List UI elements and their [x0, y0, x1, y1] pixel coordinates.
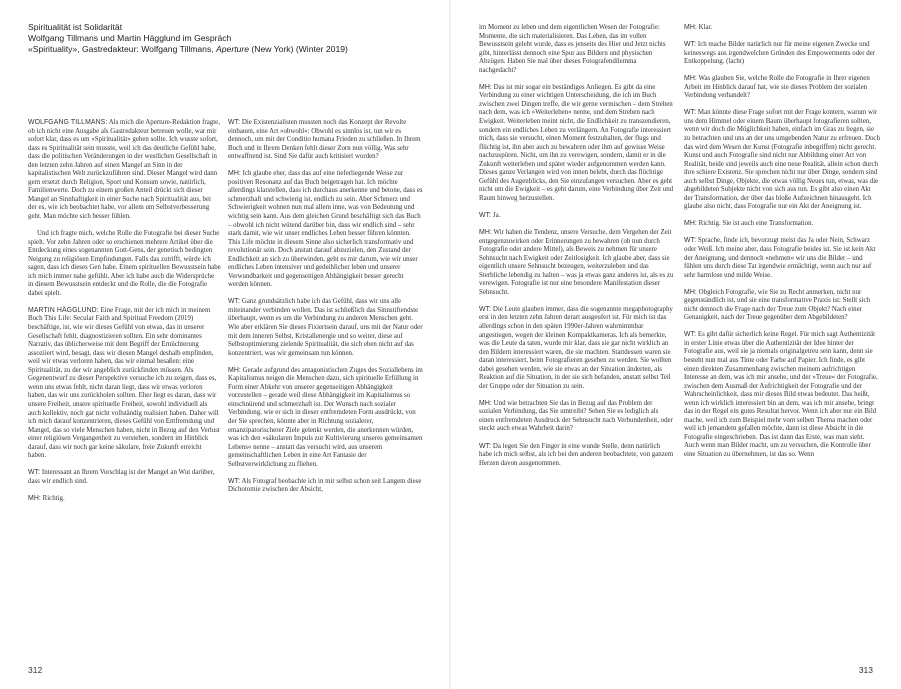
paragraph — [684, 41, 880, 67]
speaker-label: WT: — [228, 477, 241, 485]
speaker-label: MH: — [28, 494, 41, 502]
speaker-label: WT: — [479, 442, 492, 450]
paragraph — [228, 119, 424, 162]
paragraph — [684, 109, 880, 212]
paragraph — [479, 229, 675, 297]
paragraph-text: Ganz grundsätzlich habe ich das Gefühl, dass wir uns alle miteinander verbinden wollen. Das ist schließlich das Sinnstiftendste überhaupt, wenn es um die Verbindung zu anderen Menschen geht. Wie aber erklären Sie dieses Fixiertsein darauf, uns mit der Natur oder mit dem inneren Selbst, Kristallenergie und so weiter, diese auf Selbstoptimierung zielende Spiritualität, die sich eben nicht auf das konzentriert, was wir gemeinsam tun können. — [228, 298, 423, 357]
paragraph-text: Klar. — [696, 24, 713, 31]
paragraph-text: Es gibt dafür sicherlich keine Regel. Für mich sagt Authentizität in erster Linie etwas über die Authentizität der Idee hinter der Fotografie aus, weil sie ja niemals originalgetreu sein kann, denn sie besteht nun mal aus Tinte oder Farbe auf Papier. Ich finde, es gibt einen direkten Zusammenhang zwischen meinem aufrichtigen Interesse an dem, was ich mir ansehe, und der »Treue« der Fotografie, zwischen dem Ausmaß der Aufrichtigkeit der Fotografie und der Wahrscheinlichkeit, dass mir dieses Bild etwas bedeutet. Das heißt, wenn ich wirklich interessiert bin an dem, was ich mir ansehe, bringt das in der Regel ein gutes Resultat hervor. Wenn ich aber nur ein Bild mache, weil ich zum Beispiel mehr vom selben Thema machen oder weil ich jemandem gefallen möchte, dann ist diese Absicht in die Fotografie eingeschrieben. Das ist dann das Erste, was man sieht. Auch wenn man Bilder macht, um zu versuchen, die Kontrolle über eine Situation zu übernehmen, ist das so. Wenn — [684, 331, 878, 459]
speaker-label: WT: — [684, 109, 697, 117]
paragraph-text: Ja. — [491, 211, 501, 219]
paragraph — [28, 469, 221, 486]
paragraph — [228, 367, 424, 470]
speaker-label: WT: — [28, 469, 41, 477]
paragraph-text: Interessant an Ihrem Vorschlag ist der Mangel an Wut darüber, dass wir endlich sind. — [28, 469, 215, 485]
paragraph-text: Als Fotograf beobachte ich in mir selbst schon seit Langem diese Dichotomie zwischen der Absicht, — [228, 477, 422, 494]
paragraph — [228, 298, 424, 358]
speaker-label: WT: — [684, 237, 697, 245]
speaker-label: MH: — [479, 83, 492, 91]
speaker-label: MH: — [228, 366, 241, 374]
paragraph — [479, 84, 675, 204]
paragraph — [684, 75, 880, 101]
speaker-label: WT: — [228, 298, 241, 306]
speaker-label: MH: — [684, 75, 697, 83]
source-suffix: (New York) (Winter 2019) — [249, 44, 348, 55]
speaker-label: MH: — [479, 228, 492, 236]
speaker-label: WT: — [684, 41, 697, 49]
paragraph-text: Ich mache Bilder natürlich nur für meine eigenen Zwecke und keineswegs aus irgendwelchen Gründen des Empowerments oder der Entkoppelung. (lacht) — [684, 41, 876, 66]
article-title: Spiritualität ist Solidarität — [28, 22, 123, 32]
paragraph — [28, 495, 221, 504]
paragraph — [28, 307, 221, 461]
paragraph — [479, 400, 675, 434]
paragraph-text: Eine Frage, mit der ich mich in meinem Buch This Life: Secular Faith and Spiritual Freedom (2019) beschäftige, ist, wie wir dieses Gefühl von etwas, das in unserer Gesellschaft fehlt, diagnostizieren sollten. Ein sehr dominantes Narrativ, das üblicherweise mit dem Begriff der Ernüchterung assoziiert wird, besagt, dass wir diesen Mangel deshalb empfinden, weil wir etwas verloren haben, das wir einmal besaßen: eine Spiritualität, zu der wir angeblich zurückfinden müssen. Als Gegenentwurf zu dieser Perspektive versuche ich zu zeigen, dass es, wenn uns etwas fehlt, nicht daran liegt, dass wir etwas verloren haben, das wir uns zurückholen sollten. Eher liegt es daran, dass wir unsere Freiheit, unsere spirituelle Freiheit, sowohl individuell als auch kollektiv, noch gar nicht vollständig realisiert haben. Daher will ich mich darauf konzentrieren, dieses Gefühl von Entfremdung und Mangel, das so viele Menschen haben, nicht in Bezug auf den Verlust einer religiösen Vergangenheit zu verstehen, sondern im Hinblick darauf, dass wir noch gar keine säkulare, freie Zukunft erreicht haben. — [28, 306, 220, 460]
paragraph-text: Die Leute glauben immer, dass die sogenannte megaphotography erst in den letzten zehn Jahren derart ausgeufert ist. Für mich ist das allerdings schon in den späten 1990er-Jahren wahrnimmbar angestiegen, wegen der kleinen Kompaktkameras. Ich als bemerkte, was die Leute da taten, wurde mir klar, dass sie gar nicht wirklich an den Bildern interessiert waren, die sie machten. Stattdessen waren sie daran interessiert, beim Fotografieren gesehen zu werden. Sie wollten dabei gesehen werden, wie sie etwas an der Situation änderten, als Reaktion auf die Situation, in der sie sich befanden, anstatt selbst Teil der Gruppe oder der Situation zu sein. — [479, 305, 673, 390]
paragraph — [684, 220, 880, 229]
text-column-4 — [684, 24, 880, 468]
speaker-label: WT: — [684, 331, 697, 339]
page-number: 312 — [28, 665, 43, 675]
paragraph-text: Obgleich Fotografie, wie Sie zu Recht anmerken, nicht nur gegenständlich ist, und sie eine transformative Praxis ist: Stellt sich nicht dennoch die Frage nach der Treue zum Objekt? Nach einer Genauigkeit, nach der Treue gegenüber dem Abgebildeten? — [684, 288, 871, 322]
paragraph-text: Die Existenzialisten mussten noch das Konzept der Revolte einbauen, eine Art »obwohl«: Obwohl es sinnlos ist, tun wir es dennoch, um mit der Conditio humana Frieden zu schließen. In Ihrem Buch und in Ihrem Denken fehlt dieser Zorn nun völlig. Was sehr entwaffnend ist. Sind Sie dafür auch kritisiert worden? — [228, 119, 421, 161]
paragraph-text: Und wie betrachten Sie das in Bezug auf das Problem der sozialen Verbindung, das Sie umtreibt? Sehen Sie es lediglich als einen entfremdeten Ausdruck der Sehnsucht nach Verbundenheit, oder steckt auch etwas Wahrheit darin? — [479, 399, 673, 433]
speaker-label: WT: — [228, 119, 241, 126]
article-subtitle: Wolfgang Tillmans und Martin Hägglund im Gespräch — [28, 33, 232, 44]
speaker-label: MH: — [684, 220, 697, 228]
paragraph-text: Was glauben Sie, welche Rolle die Fotografie in Ihrer eigenen Arbeit im Hinblick darauf hat, wie sie dieses Problem der sozialen Verbindung verhandelt? — [684, 75, 870, 100]
paragraph-text: Richtig. — [40, 494, 65, 502]
paragraph — [479, 212, 675, 221]
speaker-label: MH: — [479, 399, 492, 407]
paragraph — [684, 24, 880, 33]
paragraph-text: Gerade aufgrund des antagonistischen Zuges des Soziallebens im Kapitalismus neigen die Menschen dazu, sich spirituelle Erfüllung in Form einer Abkehr von unserer gegenseitigen Abhängigkeit vorzustellen – gerade weil diese Abhängigkeit im Kapitalismus so einschnürend und schmerzhaft ist. Der Wunsch nach sozialer Verbindung, wie er sich in dieser entfremdeten Form ausdrückt, von der Sie sprechen, könnte aber in Richtung sozialerer, emanzipatorischerer Ziele gelenkt werden, die anerkennen würden, was ich den »säkularen Impuls zur Kultivierung unseres gemeinsamen Lebens« nenne – anstatt das versucht wird, aus unserem gemeinschaftlichen Leben in eine Art Fantasie der Selbstverwirklichung zu fliehen. — [228, 366, 423, 468]
speaker-label: MH: — [228, 170, 241, 178]
paragraph-text: Sprache, finde ich, bevorzugt meist das Ja oder Nein, Schwarz oder Weiß. Ich meine aber, dass Fotografie beides ist. Sie ist kein Akt der Aneignung, und dennoch »nehmen« wir uns die Bilder – und fühlen uns durch diese Tat irgendwie ermächtigt, wenn auch nur auf sehr harmlose und milde Weise. — [684, 237, 876, 279]
text-column-1 — [28, 119, 221, 512]
paragraph: Und ich fragte mich, welche Rolle die Fotografie bei dieser Suche spielt. Vor zehn Jahren oder so erschienen mehrere Artikel über die Entdeckung eines sogenannten Gott-Gens, der genetisch bedingten Neigung zu religiösen Empfindungen. Falls das zutrifft, würde ich sagen, dass ich dieses Gen habe. Einem spirituellen Bewusstsein habe ich mich immer nahe gefühlt. Aber ich habe auch die Widersprüche in diesem Bewusstsein entdeckt und die Rolle, die die Fotografie dabei spielt. — [28, 230, 221, 297]
paragraph-text: Man könnte diese Frage sofort mit der Frage kontern, warum wir uns dem Himmel oder einem Baum überhaupt fotografieren sollten, wenn wir doch die Möglichkeit haben, einfach im Gras zu liegen, sie zu betrachten und uns an der uns umgebenden Natur zu erfreuen. Doch das wird dem Wesen der Kunst (Fotografie inbegriffen) nicht gerecht. Kunst und auch Fotografie sind nicht nur Abbildung einer Art von Realität, beide sind jeweils auch eine neue Realität, allein schon durch ihre schiere Existenz. Sie sprechen nicht nur über Dinge, sondern sind auch selbst Dinge, Objekte, die etwas völlig Neues tun, etwas, was die abgebildeten Subjekte nicht von sich aus tun. Es gibt also einen Akt der Transformation, der über das bloße Aufzeichnen hinausgeht. Ich glaube also nicht, dass Fotografie nur ein Akt der Aneignung ist. — [684, 109, 880, 211]
paragraph — [228, 170, 424, 290]
article-header — [28, 22, 428, 56]
paragraph — [228, 478, 424, 495]
speaker-label: MH: — [684, 288, 697, 296]
speaker-label: WT: — [479, 211, 492, 219]
paragraph-text: Wir haben die Tendenz, unsere Versuche, dem Vergehen der Zeit entgegenzuwirken oder Erinnerungen zu bewahren (ob nun durch Fotografie oder andere Mittel), als Beweis zu nehmen für unsere Sehnsucht nach Ewigkeit oder Zeitlosigkeit. Ich glaube aber, dass sie eigentlich unsere Sehnsucht bezeugen, weiterzuleben und das Sterbliche lebendig zu halten – was ja etwas ganz anderes ist, als es zu verewigen. Fotografie ist nur eine besondere Manifestation dieser Sehnsucht. — [479, 228, 674, 296]
speaker-label: MARTIN HÄGGLUND: — [28, 306, 99, 314]
source-magazine: Aperture — [216, 44, 250, 55]
paragraph — [684, 331, 880, 459]
speaker-label: WOLFGANG TILLMANS: — [28, 119, 108, 126]
source-prefix: «Spirituality», Gastredakteur: Wolfgang Tillmans, — [28, 44, 217, 55]
paragraph-text: Da legen Sie den Finger in eine wunde Stelle, denn natürlich habe ich mich selbst, als ich bei den anderen beobachtete, von ganzem Herzen davon ausgenommen. — [479, 442, 674, 467]
paragraph — [28, 119, 221, 222]
right-page — [451, 0, 901, 689]
left-page — [0, 0, 450, 689]
paragraph — [479, 306, 675, 391]
paragraph — [479, 443, 675, 469]
paragraph — [684, 289, 880, 323]
text-column-2 — [228, 119, 424, 503]
paragraph: im Moment zu leben und dem eigentlichen Wesen der Fotografie: Momente, die sich materialisieren. Das Leben, das im vollen Bewusstsein gelebt wurde, dass es jenseits des Hier und Jetzt nichts gibt, hinterlässt dennoch eine Spur aus Bildern und physischen Abzügen. Haben Sie mal über dieses Fotografendilemma nachgedacht? — [479, 24, 666, 74]
paragraph — [684, 237, 880, 280]
paragraph-text: Richtig. Sie ist auch eine Transformation. — [696, 220, 814, 228]
paragraph-text: Als mich die Aperture-Redaktion fragte, ob ich nicht eine Ausgabe als Gastredakteur betreuen wolle, war mir sofort klar, dass es um »Spiritualität« gehen sollte. Ich wusste sofort, dass es Spiritualität sein musste, weil ich das deutliche Gefühl habe, dass die politischen Veränderungen in der westlichen Gesellschaft in den letzten zehn Jahren auf einen Mangel an Sinn in der kapitalistischen Welt zurückzuführen sind. Dieser Mangel wird dann gern ersetzt durch Religion, Sport und Konsum sowie, natürlich, Familienwerte. Doch zu einem großen Anteil drückt sich dieser Mangel an Sinnhaftigkeit in einer Suche nach Spiritualität aus, bei der es, wie ich beobachtet habe, vor allem um Selbstverbesserung geht. Man möchte sich besser fühlen. — [28, 119, 220, 221]
speaker-label: MH: — [684, 24, 697, 31]
text-column-3 — [479, 24, 675, 477]
paragraph-text: Ich glaube eher, dass das auf eine tieferliegende Weise zur positiven Resonanz auf das Buch beigetragen hat. Ich möchte allerdings klarstellen, dass ich durchaus anerkenne und betone, dass es schmerzhaft und schwierig ist, endlich zu sein. Aber Schmerz und Schwierigkeit wohnen nun mal allem inne, was von Bedeutung und wichtig sein kann. Aus dem gleichen Grund beschäftigt sich das Buch – obwohl ich nicht wütend darüber bin, dass wir endlich sind – sehr stark damit, wie wir unser endliches Leben besser führen könnten. This Life möchte in diesem Sinne also sicherlich transformativ und revolutionär sein. Doch anstatt darauf abzuzielen, den Zustand der Endlichkeit an sich zu überwinden, geht es mir darum, wie wir unser endliches Leben intensiver und gedeihlicher leben und unserer Verwundbarkeit und gegenseitigen Abhängigkeit besser gerecht werden können. — [228, 170, 423, 289]
page-number: 313 — [858, 665, 873, 675]
article-source — [28, 44, 428, 55]
speaker-label: WT: — [479, 305, 492, 313]
paragraph-text: Das ist mir sogar ein beständiges Anliegen. Es gibt da eine Verbindung zu einer wichtigen Unterscheidung, die ich im Buch zwischen zwei Dingen treffe, die wir gerne vermischen – dem Streben nach dem, was ich »Weiterleben« nenne, und dem Streben nach Ewigkeit. Weiterleben meint nicht, die Endlichkeit zu transzendieren, sondern ein endliches Leben zu verlängern. An Fotografie interessiert mich, dass sie versucht, einen Moment festzuhalten, der flugs und flüchtig ist, ihn aber auch zu bewahren oder ihm auf gewisse Weise nachzuspüren. Nicht, um ihn zu verewigen, sondern, damit er in die Zukunft weiterleben und später wieder aufgenommen werden kann. Dieses ganze Verlangen wird von innen belebt, durch das flüchtige Gefühl des Augenblicks, den Sie einzufangen versuchen. Aber es geht nicht um die Ewigkeit – es geht darum, eine Verbindung über Zeit und Raum hinweg herzustellen. — [479, 83, 674, 202]
